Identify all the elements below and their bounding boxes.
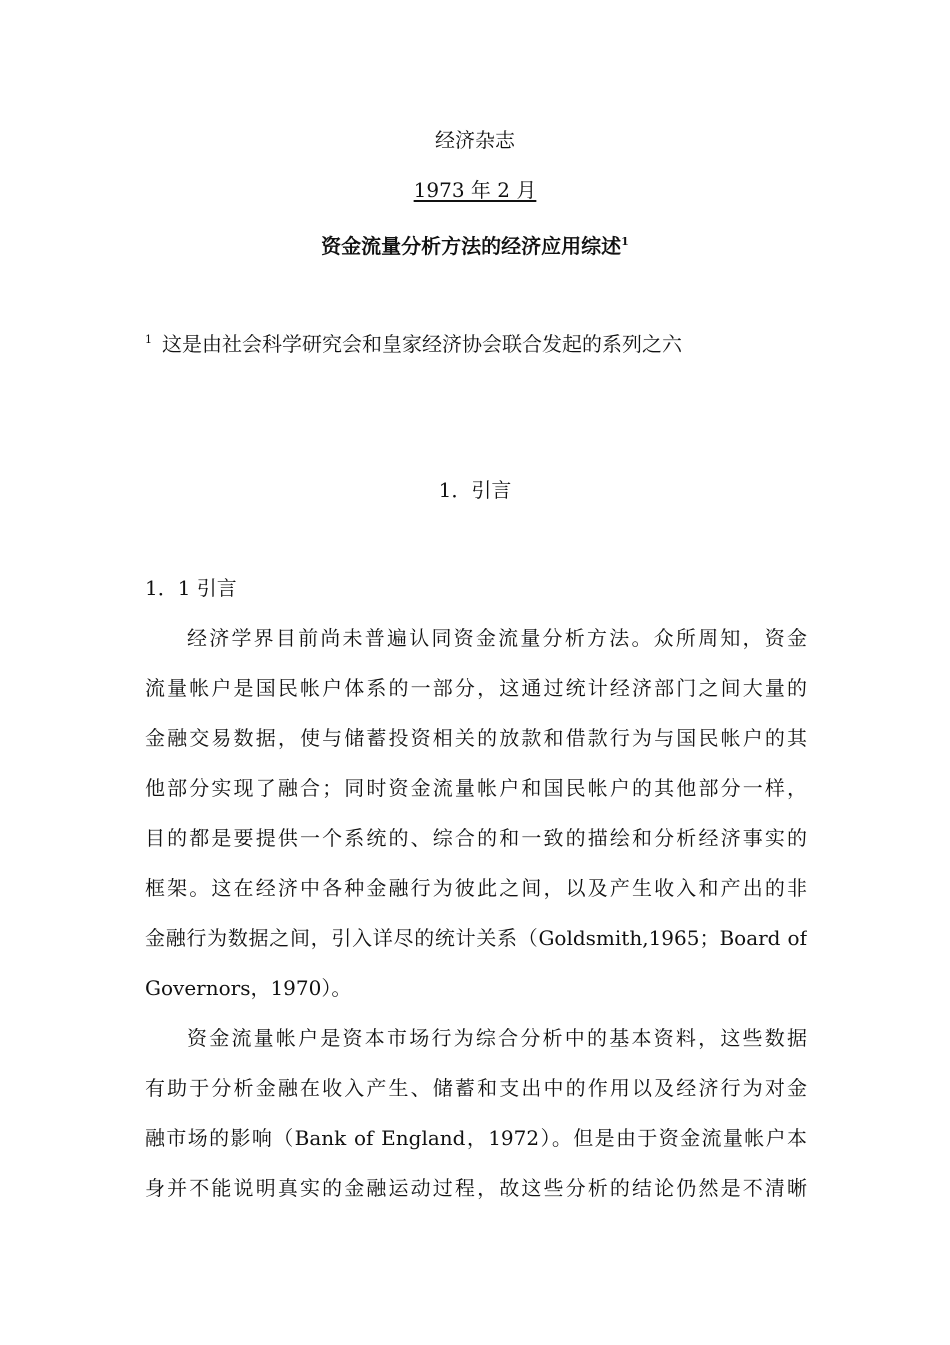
paragraph-line: 有助于分析金融在收入产生、储蓄和支出中的作用以及经济行为对金 — [145, 1076, 807, 1100]
publication-date-text: 1973 年 2 月 — [413, 178, 537, 202]
paragraph-line: 融市场的影响（Bank of England，1972）。但是由于资金流量帐户本 — [145, 1126, 807, 1150]
paragraph-line: 框架。这在经济中各种金融行为彼此之间，以及产生收入和产出的非 — [145, 876, 807, 900]
section-heading: 1．引言 — [438, 478, 512, 502]
paragraph-line: Governors，1970）。 — [145, 976, 352, 1000]
paragraph-line: 他部分实现了融合；同时资金流量帐户和国民帐户的其他部分一样， — [145, 776, 807, 800]
publication-date — [0, 176, 950, 204]
paragraph-line: 身并不能说明真实的金融运动过程，故这些分析的结论仍然是不清晰 — [145, 1176, 807, 1200]
paragraph-line: 经济学界目前尚未普遍认同资金流量分析方法。众所周知，资金 — [187, 626, 807, 650]
journal-name: 经济杂志 — [435, 128, 515, 152]
article-title-text: 资金流量分析方法的经济应用综述 — [321, 234, 622, 258]
footnote-mark: 1 — [145, 333, 152, 346]
footnote-text: 这是由社会科学研究会和皇家经济协会联合发起的系列之六 — [162, 332, 682, 356]
paragraph-line: 金融行为数据之间，引入详尽的统计关系（Goldsmith,1965；Board of — [145, 926, 807, 950]
article-title — [0, 228, 950, 260]
paragraph-line: 资金流量帐户是资本市场行为综合分析中的基本资料，这些数据 — [187, 1026, 807, 1050]
subsection-heading: 1．1 引言 — [145, 576, 237, 600]
footnote — [145, 326, 845, 358]
paragraph-line: 金融交易数据，使与储蓄投资相关的放款和借款行为与国民帐户的其 — [145, 726, 807, 750]
paragraph-line: 目的都是要提供一个系统的、综合的和一致的描绘和分析经济事实的 — [145, 826, 807, 850]
paragraph-line: 流量帐户是国民帐户体系的一部分，这通过统计经济部门之间大量的 — [145, 676, 807, 700]
title-footnote-mark: 1 — [621, 235, 629, 248]
